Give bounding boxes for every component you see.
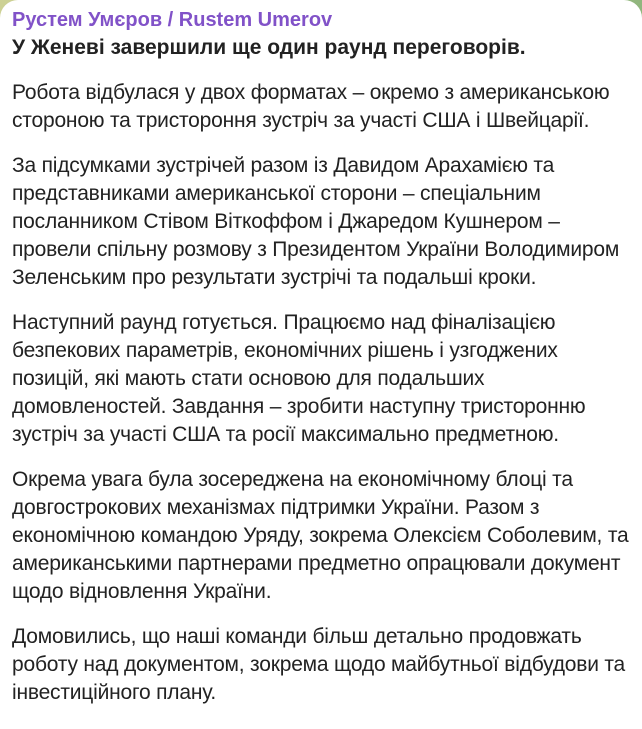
- message-paragraph: За підсумками зустрічей разом із Давидом Арахамією та представниками американської сторони – спеціальним посланником Стівом Віткоффом і Джаредом Кушнером – провели спільну розмову з Президентом України Володимиром Зеленським про результати зустрічі та подальші кроки.: [12, 154, 620, 289]
- message-paragraph: Домовились, що наші команди більш детально продовжать роботу над документом, зокрема щодо майбутньої відбудови та інвестиційного плану.: [12, 625, 626, 704]
- message-paragraph: Робота відбулася у двох форматах – окремо з американською стороною та тристороння зустріч за участі США і Швейцарії.: [12, 81, 610, 132]
- message-paragraph: Наступний раунд готується. Працюємо над фіналізацією безпекових параметрів, економічних рішень і узгоджених позицій, які мають стати основою для подальших домовленостей. Завдання – зробити наступну тристоронню зустріч за участі США та росії максимально предметною.: [12, 311, 586, 446]
- channel-name[interactable]: Рустем Умєров / Rustem Umerov: [12, 9, 333, 31]
- message-headline: У Женеві завершили ще один раунд переговорів.: [12, 36, 526, 59]
- message-paragraph: Окрема увага була зосереджена на економічному блоці та довгострокових механізмах підтримки України. Разом з економічною командою Уряду, зокрема Олексієм Соболевим, та американськими партнерами предметно опрацювали документ щодо відновлення України.: [12, 468, 629, 603]
